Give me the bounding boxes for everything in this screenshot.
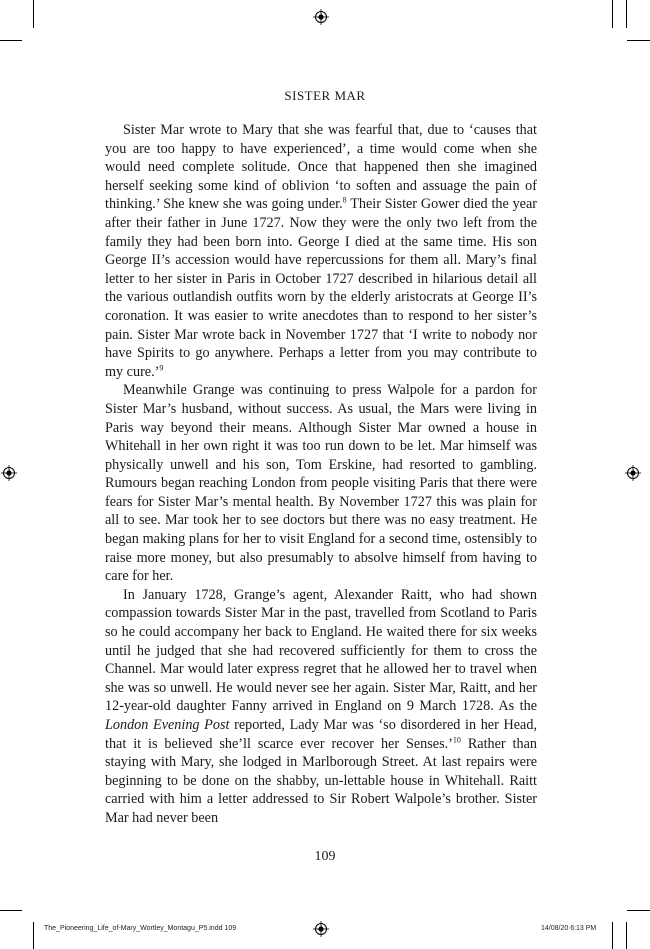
crop-mark: [33, 922, 34, 949]
crop-mark: [612, 922, 613, 949]
italic-title: London Evening Post: [105, 717, 230, 733]
crop-mark: [627, 910, 650, 911]
crop-mark: [627, 40, 650, 41]
running-head: SISTER MAR: [284, 88, 366, 103]
text-run: Meanwhile Grange was continuing to press Walpole for a pardon for Sister Mar’s husband, without success. As usual, the Mars were living in Paris way beyond their means. Although Sister Mar owned a house in Whitehall in her own right it was too run down to be let. Mar himself was physically unwell and his son, Tom Erskine, had resorted to gambling. Rumours began reaching London from people visiting Paris that there were fears for Sister Mar’s mental health. By November 1727 this was plain for all to see. Mar took her to see doctors but there was no easy treatment. He began making plans for her to visit England for a second time, ostensibly to raise more money, but also presumably to absolve himself from having to care for her.: [105, 382, 537, 585]
crop-mark: [626, 0, 627, 28]
text-run: In January 1728, Grange’s agent, Alexander Raitt, who had shown compassion towards Sister Mar in the past, travelled from Scotland to Paris so he could accompany her back to England. He waited there for six weeks until he judged that she had recovered sufficiently for them to cross the Channel. Mar would later express regret that he allowed her to travel when she was so unwell. He would never see her again. Sister Mar, Raitt, and her 12-year-old daughter Fanny arrived in England on 9 March 1728. As the: [105, 586, 537, 715]
footnote-marker: 9: [159, 362, 164, 372]
body-text: [105, 121, 537, 828]
registration-mark-icon: [625, 465, 641, 481]
registration-mark-icon: [313, 9, 329, 25]
slug-filename: The_Pioneering_Life_of-Mary_Wortley_Montagu_P5.indd 109: [44, 925, 237, 932]
footnote-marker: 8: [342, 195, 347, 205]
page-number: 109: [314, 849, 336, 864]
paragraph: [105, 586, 537, 828]
text-run: Their Sister Gower died the year after their father in June 1727. Now they were the only two left from the family they had been born into. George I died at the same time. His son George II’s accession would have repercussions for them all. Mary’s final letter to her sister in Paris in October 1727 described in hilarious detail all the various outlandish outfits worn by the elderly aristocrats at George II’s coronation. It was easier to write anecdotes than to respond to her sister’s pain. Sister Mar wrote back in November 1727 that ‘I write to nobody nor have Spirits to go anywhere. Perhaps a letter from you may contribute to my cure.’: [105, 196, 537, 380]
registration-mark-icon: [1, 465, 17, 481]
slug-date-time: 14/08/20 6:13 PM: [541, 925, 597, 932]
text-run: reported, Lady Mar was ‘so disordered in her Head, that it is believed she’ll scarce ever recover her Senses.’: [105, 717, 537, 752]
paragraph: [105, 381, 537, 586]
footnote-marker: 10: [452, 734, 461, 744]
registration-mark-icon: [313, 921, 329, 937]
crop-mark: [0, 910, 22, 911]
paragraph: [105, 121, 537, 381]
text-run: Rather than staying with Mary, she lodged in Marlborough Street. At last repairs were beginning to be done on the shabby, un-lettable house in Whitehall. Raitt carried with him a letter addressed to Sir Robert Walpole’s brother. Sister Mar had never been: [105, 735, 537, 826]
text-run: Sister Mar wrote to Mary that she was fearful that, due to ‘causes that you are too happy to have experienced’, a time would come when she would need complete solitude. Once that happened then she imagined herself seeking some kind of oblivion ‘to soften and assuage the pain of thinking.’ She knew she was going under.: [105, 122, 537, 213]
crop-mark: [612, 0, 613, 28]
crop-mark: [33, 0, 34, 28]
crop-mark: [626, 922, 627, 949]
crop-mark: [0, 40, 22, 41]
